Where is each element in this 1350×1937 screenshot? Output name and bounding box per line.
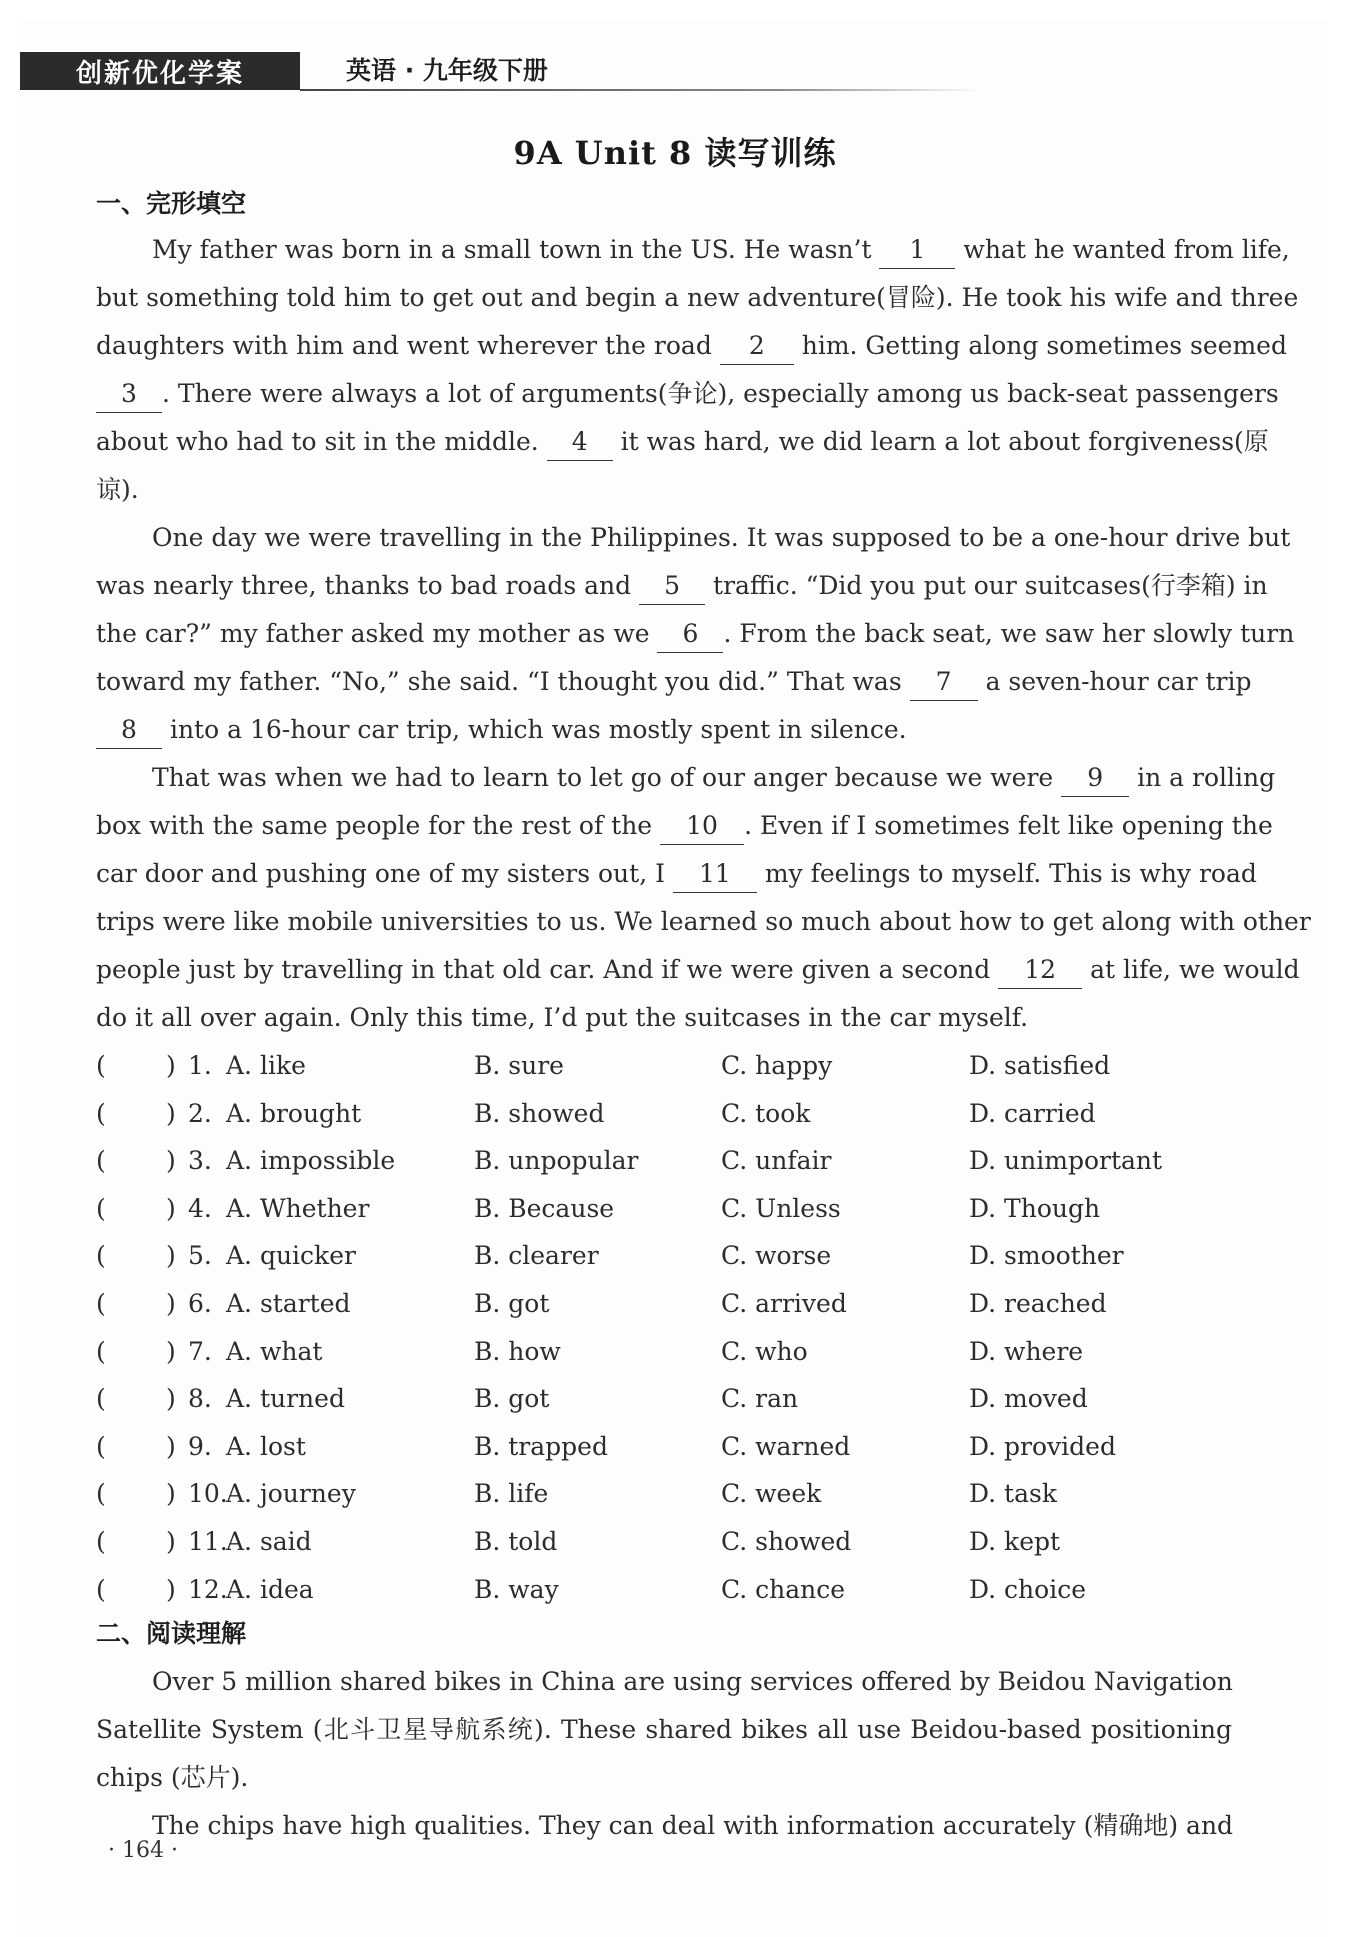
passage-text: . From the back seat, we saw her slowly turn	[723, 619, 1295, 648]
answer-bracket-close[interactable]: )	[166, 1527, 176, 1556]
question-number: 10.	[188, 1479, 228, 1509]
option-a[interactable]: A. idea	[226, 1574, 314, 1604]
passage-line: Over 5 million shared bikes in China are using services offered by Beidou Navigation	[152, 1667, 1233, 1696]
passage-text: traffic. “Did you put our suitcases(行李箱) in	[705, 571, 1268, 600]
passage-text: was nearly three, thanks to bad roads and	[96, 571, 640, 600]
question-number: 7.	[188, 1336, 212, 1366]
answer-bracket-open[interactable]: (	[96, 1527, 106, 1556]
option-d[interactable]: D. choice	[969, 1574, 1086, 1604]
option-c[interactable]: C. arrived	[721, 1289, 847, 1318]
option-a[interactable]: A. Whether	[226, 1193, 370, 1223]
passage-line	[152, 516, 1291, 560]
passage-line	[152, 756, 1276, 800]
option-c[interactable]: C. took	[721, 1098, 811, 1128]
passage-text: car door and pushing one of my sisters out, I	[96, 859, 673, 888]
answer-bracket-open[interactable]: (	[96, 1479, 106, 1509]
option-d[interactable]: D. moved	[969, 1384, 1088, 1414]
book-title-banner	[20, 52, 300, 90]
option-a[interactable]: A. turned	[226, 1384, 345, 1414]
passage-line	[152, 228, 1290, 272]
question-row	[96, 1282, 1232, 1326]
cloze-blank[interactable]: 9	[1061, 760, 1129, 797]
question-row	[96, 1234, 1232, 1278]
option-b[interactable]: B. trapped	[474, 1431, 608, 1461]
question-row	[96, 1568, 1232, 1612]
passage-text: in a rolling	[1129, 763, 1276, 792]
option-d[interactable]: D. carried	[969, 1098, 1096, 1128]
option-b[interactable]: B. how	[474, 1336, 561, 1366]
passage-line	[96, 852, 1257, 896]
passage-text: daughters with him and went wherever the road	[96, 331, 720, 360]
passage-text: . Even if I sometimes felt like opening the	[744, 811, 1273, 840]
option-d[interactable]: D. reached	[969, 1289, 1107, 1318]
passage-text: into a 16-hour car trip, which was mostly spent in silence.	[162, 715, 907, 744]
cloze-blank[interactable]: 8	[96, 712, 162, 749]
cloze-blank[interactable]: 1	[879, 232, 955, 269]
option-b[interactable]: B. got	[474, 1289, 550, 1318]
question-number: 5.	[188, 1241, 212, 1271]
answer-bracket-open[interactable]: (	[96, 1431, 106, 1461]
passage-line: Satellite System (北斗卫星导航系统). These shared bikes all use Beidou-based positioning	[96, 1715, 1232, 1744]
passage-text: at life, we would	[1082, 955, 1300, 984]
question-number: 9.	[188, 1431, 212, 1461]
option-d[interactable]: D. task	[969, 1479, 1057, 1509]
option-c[interactable]: C. showed	[721, 1527, 852, 1556]
section-heading-reading: 二、阅读理解	[96, 1619, 247, 1648]
option-d[interactable]: D. satisfied	[969, 1051, 1111, 1080]
passage-text: my feelings to myself. This is why road	[756, 859, 1257, 888]
option-a[interactable]: A. journey	[226, 1479, 356, 1509]
option-b[interactable]: B. told	[474, 1527, 558, 1556]
passage-line	[96, 948, 1300, 992]
passage-text: That was when we had to learn to let go of our anger because we were	[152, 763, 1062, 792]
subject-label: 英语 · 九年级下册	[346, 56, 548, 85]
passage-line	[96, 660, 1252, 704]
option-a[interactable]: A. what	[226, 1336, 323, 1366]
passage-text: One day we were travelling in the Philippines. It was supposed to be a one-hour drive but	[152, 523, 1291, 552]
option-c[interactable]: C. worse	[721, 1241, 832, 1271]
answer-bracket-open[interactable]: (	[96, 1193, 106, 1223]
option-b[interactable]: B. unpopular	[474, 1146, 639, 1176]
passage-text: about who had to sit in the middle.	[96, 427, 547, 456]
passage-line	[96, 324, 1287, 368]
answer-bracket-open[interactable]: (	[96, 1384, 106, 1414]
option-d[interactable]: D. smoother	[969, 1241, 1124, 1271]
passage-text: . There were always a lot of arguments(争论), especially among us back-seat passengers	[162, 379, 1279, 408]
passage-line	[96, 564, 1268, 608]
passage-text: people just by travelling in that old car. And if we were given a second	[96, 955, 999, 984]
question-number: 11.	[188, 1527, 228, 1556]
answer-bracket-close[interactable]: )	[166, 1384, 176, 1414]
option-d[interactable]: D. kept	[969, 1527, 1061, 1556]
answer-bracket-close[interactable]: )	[166, 1574, 176, 1604]
answer-bracket-close[interactable]: )	[166, 1051, 176, 1080]
option-b[interactable]: B. Because	[474, 1193, 615, 1223]
passage-line	[96, 708, 1232, 752]
passage-text: box with the same people for the rest of the	[96, 811, 661, 840]
answer-bracket-close[interactable]: )	[166, 1479, 176, 1509]
option-d[interactable]: D. unimportant	[969, 1146, 1163, 1176]
question-row	[96, 1425, 1232, 1469]
cloze-blank[interactable]: 6	[657, 616, 723, 653]
passage-text: him. Getting along sometimes seemed	[793, 331, 1287, 360]
option-b[interactable]: B. clearer	[474, 1241, 599, 1271]
book-title: 创新优化学案	[75, 58, 244, 89]
answer-bracket-open[interactable]: (	[96, 1336, 106, 1366]
passage-text: trips were like mobile universities to us. We learned so much about how to get along with other	[96, 907, 1311, 936]
option-c[interactable]: C. chance	[721, 1574, 846, 1604]
passage-line	[96, 996, 1232, 1040]
passage-text: 谅).	[96, 475, 139, 504]
answer-bracket-open[interactable]: (	[96, 1289, 106, 1318]
passage-text: the car?” my father asked my mother as we	[96, 619, 658, 648]
question-row	[96, 1330, 1232, 1374]
passage-text: do it all over again. Only this time, I’d put the suitcases in the car myself.	[96, 1003, 1029, 1032]
page-number: · 164 ·	[108, 1838, 178, 1863]
question-row	[96, 1092, 1232, 1136]
option-b[interactable]: B. way	[474, 1574, 559, 1604]
answer-bracket-open[interactable]: (	[96, 1146, 106, 1176]
passage-line	[96, 900, 1311, 944]
answer-bracket-open[interactable]: (	[96, 1098, 106, 1128]
passage-text: it was hard, we did learn a lot about forgiveness(原	[612, 427, 1269, 456]
option-c[interactable]: C. Unless	[721, 1193, 841, 1223]
answer-bracket-close[interactable]: )	[166, 1193, 176, 1223]
passage-line	[96, 468, 1232, 512]
cloze-blank[interactable]: 5	[639, 568, 705, 605]
option-c[interactable]: C. who	[721, 1336, 808, 1366]
option-a[interactable]: A. like	[226, 1051, 306, 1080]
answer-bracket-close[interactable]: )	[166, 1431, 176, 1461]
passage-text: what he wanted from life,	[955, 235, 1290, 264]
question-number: 8.	[188, 1384, 212, 1414]
question-number: 3.	[188, 1146, 212, 1176]
option-b[interactable]: B. life	[474, 1479, 549, 1509]
answer-bracket-open[interactable]: (	[96, 1051, 106, 1080]
question-number: 6.	[188, 1289, 212, 1318]
option-d[interactable]: D. provided	[969, 1431, 1116, 1461]
cloze-blank[interactable]: 3	[96, 376, 162, 413]
answer-bracket-close[interactable]: )	[166, 1241, 176, 1271]
cloze-blank[interactable]: 10	[660, 808, 744, 845]
passage-line	[96, 276, 1299, 320]
cloze-blank[interactable]: 4	[547, 424, 613, 461]
option-c[interactable]: C. unfair	[721, 1146, 832, 1176]
option-a[interactable]: A. brought	[226, 1098, 362, 1128]
option-d[interactable]: D. Though	[969, 1193, 1101, 1223]
answer-bracket-open[interactable]: (	[96, 1574, 106, 1604]
option-c[interactable]: C. week	[721, 1479, 822, 1509]
option-b[interactable]: B. got	[474, 1384, 550, 1414]
question-number: 2.	[188, 1098, 212, 1128]
section-heading-cloze: 一、完形填空	[96, 189, 247, 218]
question-row	[96, 1520, 1232, 1564]
question-row	[96, 1377, 1232, 1421]
passage-line: chips (芯片).	[96, 1763, 249, 1792]
header-rule	[300, 89, 980, 91]
passage-text: a seven-hour car trip	[977, 667, 1252, 696]
option-b[interactable]: B. showed	[474, 1098, 605, 1128]
option-a[interactable]: A. lost	[226, 1431, 306, 1461]
option-a[interactable]: A. impossible	[226, 1146, 396, 1176]
question-number: 4.	[188, 1193, 212, 1223]
option-a[interactable]: A. started	[226, 1289, 351, 1318]
answer-bracket-close[interactable]: )	[166, 1146, 176, 1176]
answer-bracket-close[interactable]: )	[166, 1336, 176, 1366]
question-number: 12.	[188, 1574, 228, 1604]
passage-text: My father was born in a small town in the US. He wasn’t	[152, 235, 880, 264]
option-c[interactable]: C. ran	[721, 1384, 799, 1414]
question-row	[96, 1044, 1232, 1088]
passage-line	[96, 372, 1279, 416]
passage-line	[96, 804, 1273, 848]
answer-bracket-close[interactable]: )	[166, 1098, 176, 1128]
option-a[interactable]: A. said	[226, 1527, 312, 1556]
question-row	[96, 1187, 1232, 1231]
passage-line: The chips have high qualities. They can deal with information accurately (精确地) and	[152, 1811, 1234, 1840]
answer-bracket-open[interactable]: (	[96, 1241, 106, 1271]
option-d[interactable]: D. where	[969, 1336, 1084, 1366]
passage-line	[96, 420, 1269, 464]
answer-bracket-close[interactable]: )	[166, 1289, 176, 1318]
option-c[interactable]: C. warned	[721, 1431, 851, 1461]
option-b[interactable]: B. sure	[474, 1051, 564, 1080]
passage-text: but something told him to get out and begin a new adventure(冒险). He took his wife and three	[96, 283, 1299, 312]
cloze-blank[interactable]: 2	[720, 328, 794, 365]
question-number: 1.	[188, 1051, 212, 1080]
option-a[interactable]: A. quicker	[226, 1241, 356, 1271]
passage-line	[96, 612, 1295, 656]
passage-text: toward my father. “No,” she said. “I thought you did.” That was	[96, 667, 910, 696]
page-title: 9A Unit 8 读写训练	[513, 134, 837, 172]
option-c[interactable]: C. happy	[721, 1051, 833, 1080]
question-row	[96, 1139, 1232, 1183]
cloze-blank[interactable]: 12	[998, 952, 1082, 989]
cloze-blank[interactable]: 7	[910, 664, 978, 701]
question-row	[96, 1472, 1232, 1516]
cloze-blank[interactable]: 11	[673, 856, 757, 893]
